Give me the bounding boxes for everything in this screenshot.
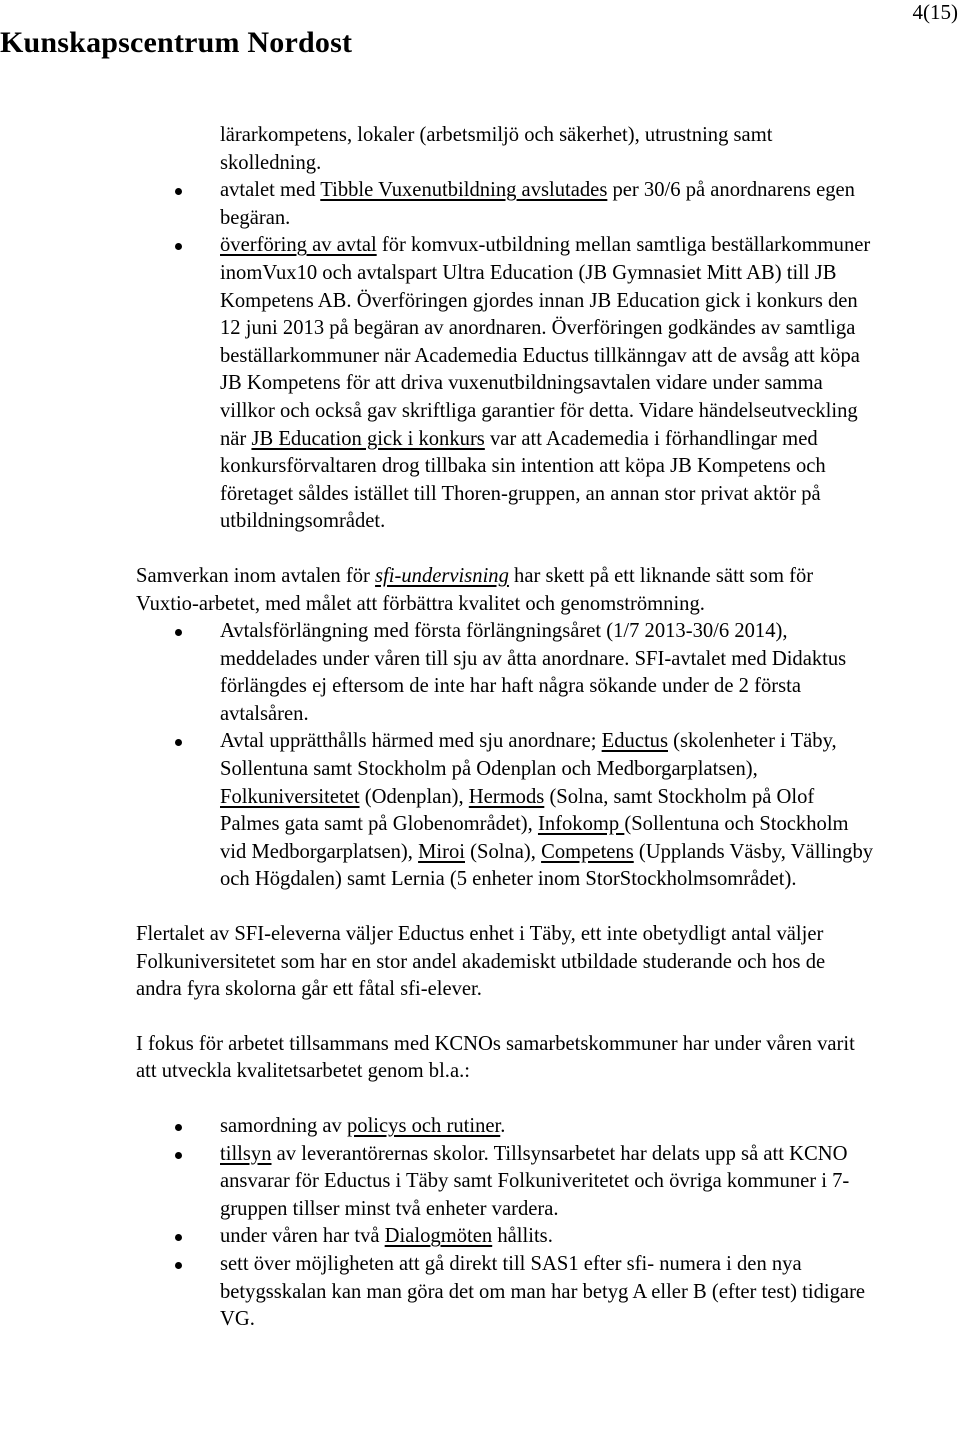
list-item: sett över möjligheten att gå direkt till SAS1 efter sfi- numera i den nya betygsskalan kan man göra det om man har betyg A eller B (efter test) tidigare VG. xyxy=(220,1251,876,1334)
paragraph-quality-focus: I fokus för arbetet tillsammans med KCNOs samarbetskommuner har under våren varit att utveckla kvalitetsarbetet genom bl.a.: xyxy=(136,1032,855,1083)
page-number: 4(15) xyxy=(912,0,958,24)
list-item: Avtal upprätthålls härmed med sju anordnare; Eductus (skolenheter i Täby, Sollentuna samt Stockholm på Odenplan och Medborgarplatsen), Folkuniversitetet (Odenplan), Hermods (Solna, samt Stockholm på Olof Palmes gata samt på Globenområdet), Infokomp (Sollentuna och Stockholm vid Medborgarplatsen), Miroi (Solna), Competens (Upplands Väsby, Vällingby och Högdalen) samt Lernia (5 enheter inom StorStockholmsområdet). xyxy=(220,728,876,894)
list-item: avtalet med Tibble Vuxenutbildning avslutades per 30/6 på anordnarens egen begäran. xyxy=(220,177,876,232)
list-item: lärarkompetens, lokaler (arbetsmiljö och säkerhet), utrustning samt skolledning. xyxy=(220,124,773,174)
document-title: Kunskapscentrum Nordost xyxy=(0,26,353,59)
document-body xyxy=(136,122,876,1334)
bullet-list-quality xyxy=(136,1113,876,1334)
list-item: Avtalsförlängning med första förlängningsåret (1/7 2013-30/6 2014), meddelades under våren till sju av åtta anordnare. SFI-avtalet med Didaktus förlängdes ej eftersom de inte har haft några sökande under de 2 första avtalsåren. xyxy=(220,618,876,728)
paragraph-sfi-collaboration: Samverkan inom avtalen för sfi-undervisning har skett på ett liknande sätt som för Vuxtio-arbetet, med målet att förbättra kvalitet och genomströmning. xyxy=(136,564,814,615)
list-item: överföring av avtal för komvux-utbildning mellan samtliga beställarkommuner inomVux10 och avtalspart Ultra Education (JB Gymnasiet Mitt AB) till JB Kompetens AB. Överföringen gjordes innan JB Education gick i konkurs den 12 juni 2013 på begäran av anordnaren. Överföringen godkändes av samtliga beställarkommuner när Academedia Eductus tillkänngav att de avsåg att köpa JB Kompetens för att driva vuxenutbildningsavtalen vidare under samma villkor och också gav skriftliga garantier för detta. Vidare händelseutveckling när JB Education gick i konkurs var att Academedia i förhandlingar med konkursförvaltaren drog tillbaka sin intention att köpa JB Kompetens och företaget såldes istället till Thoren-gruppen, an annan stor privat aktör på utbildningsområdet. xyxy=(220,232,876,536)
list-item: samordning av policys och rutiner. xyxy=(220,1113,876,1141)
bullet-list-sfi xyxy=(136,618,876,894)
bullet-list-contracts xyxy=(136,122,876,536)
list-item: tillsyn av leverantörernas skolor. Tillsynsarbetet har delats upp så att KCNO ansvarar för Eductus i Täby samt Folkuniveritetet och övriga kommuner i 7-gruppen tillser minst två enheter vardera. xyxy=(220,1141,876,1224)
paragraph-sfi-students: Flertalet av SFI-eleverna väljer Eductus enhet i Täby, ett inte obetydligt antal väljer Folkuniversitetet som har en stor andel akademiskt utbildade studerande och hos de andra fyra skolorna går ett fåtal sfi-elever. xyxy=(136,923,826,1001)
list-item: under våren har två Dialogmöten hållits. xyxy=(220,1223,876,1251)
